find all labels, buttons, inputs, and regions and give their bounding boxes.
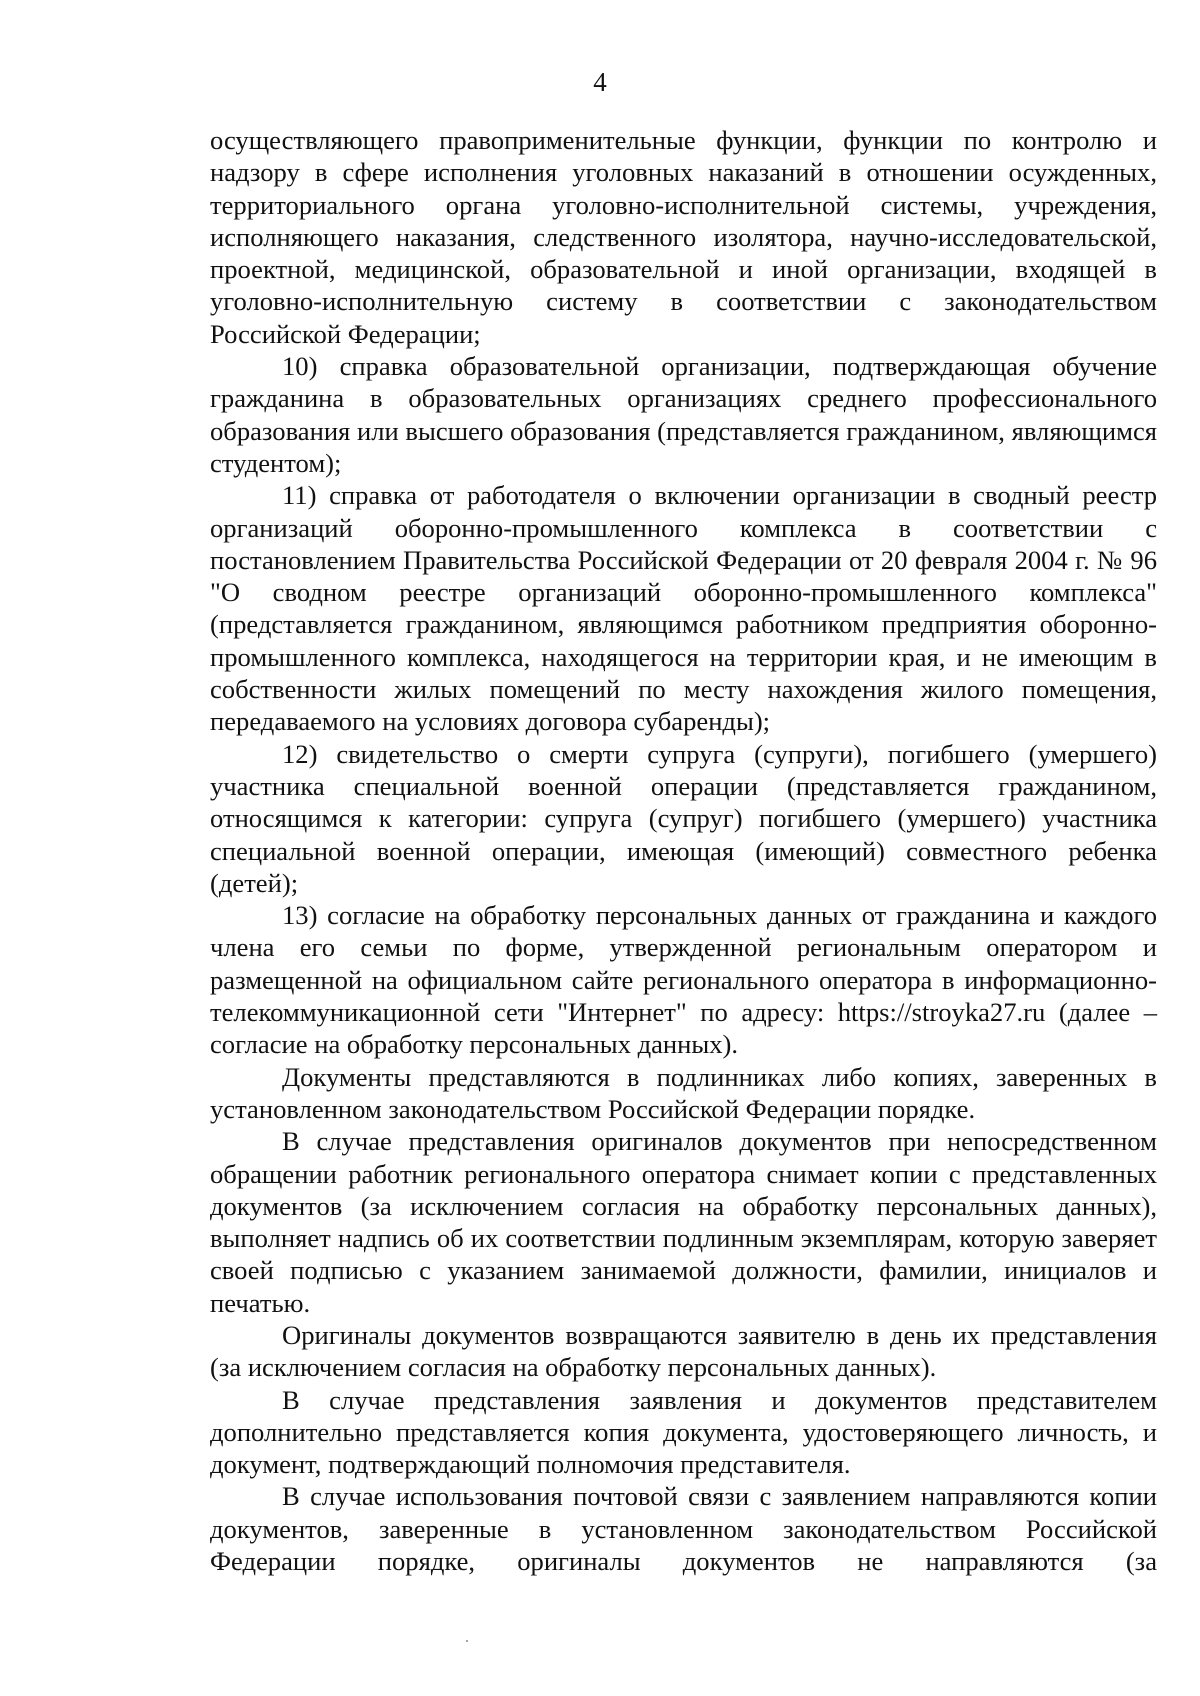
paragraph-continuation: осуществляющего правоприменительные функции, функции по контролю и надзору в сфере исполнения уголовных наказаний в отношении осужденных, территориального органа уголовно-исполнительной системы, учреждения, исполняющего наказания, следственного изолятора, научно-исследовательской, проектной, медицинской, образовательной и иной организации, входящей в уголовно-исполнительную систему в соответствии с законодательством Российской Федерации;	[210, 125, 1157, 349]
paragraph-item-11: 11) справка от работодателя о включении организации в сводный реестр организаций оборонно-промышленного комплекса в соответствии с постановлением Правительства Российской Федерации от 20 февраля 2004 г. № 96 "О сводном реестре организаций оборонно-промышленного комплекса" (представляется гражданином, являющимся работником предприятия оборонно-промышленного комплекса, находящегося на территории края, и не имеющим в собственности жилых помещений по месту нахождения жилого помещения, передаваемого на условиях договора субаренды);	[210, 480, 1157, 737]
scan-speck	[466, 1640, 468, 1642]
paragraph-item-12: 12) свидетельство о смерти супруга (супруги), погибшего (умершего) участника специальной военной операции (представляется гражданином, относящимся к категории: супруга (супруг) погибшего (умершего) участника специальной военной операции, имеющая (имеющий) совместного ребенка (детей);	[210, 738, 1157, 898]
paragraph-item-13: 13) согласие на обработку персональных данных от гражданина и каждого члена его семьи по форме, утвержденной региональным оператором и размещенной на официальном сайте регионального оператора в информационно-телекоммуникационной сети "Интернет" по адресу: https://stroyka27.ru (далее – согласие на обработку персональных данных).	[210, 900, 1157, 1060]
paragraph-item-10: 10) справка образовательной организации, подтверждающая обучение гражданина в образовательных организациях среднего профессионального образования или высшего образования (представляется гражданином, являющимся студентом);	[210, 351, 1157, 478]
document-body	[210, 124, 1157, 1577]
paragraph-representative: В случае представления заявления и документов представителем дополнительно представляется копия документа, удостоверяющего личность, и документ, подтверждающий полномочия представителя.	[210, 1384, 1157, 1480]
page-number: 4	[593, 67, 607, 97]
paragraph-postal: В случае использования почтовой связи с заявлением направляются копии документов, заверенные в установленном законодательством Российской Федерации порядке, оригиналы документов не направляются (за	[210, 1481, 1157, 1577]
paragraph-direct-submission: В случае представления оригиналов документов при непосредственном обращении работник регионального оператора снимает копии с представленных документов (за исключением согласия на обработку персональных данных), выполняет надпись об их соответствии подлинным экземплярам, которую заверяет своей подписью с указанием занимаемой должности, фамилии, инициалов и печатью.	[210, 1126, 1157, 1318]
paragraph-originals-returned: Оригиналы документов возвращаются заявителю в день их представления (за исключением согласия на обработку персональных данных).	[210, 1319, 1157, 1383]
paragraph-documents-originals: Документы представляются в подлинниках либо копиях, заверенных в установленном законодательством Российской Федерации порядке.	[210, 1061, 1157, 1124]
